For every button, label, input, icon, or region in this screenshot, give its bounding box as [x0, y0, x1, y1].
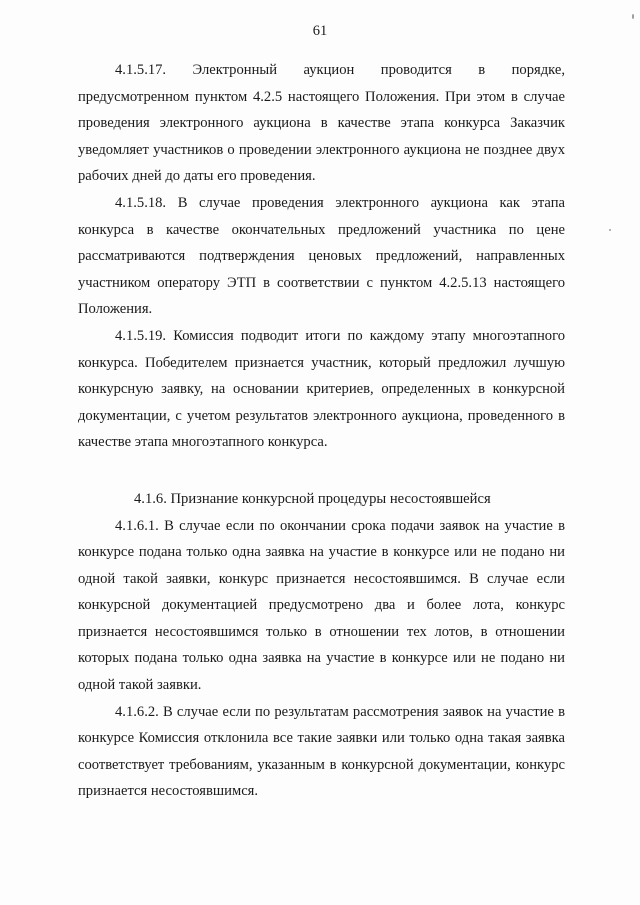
scan-speck: [609, 229, 611, 231]
document-body: [78, 57, 565, 805]
paragraph-4-1-6-2: 4.1.6.2. В случае если по результатам рассмотрения заявок на участие в конкурсе Комиссия отклонила все такие заявки или только одна такая заявка соответствует требованиям, указанным в конкурсной документации, конкурс признается несостоявшимся.: [78, 703, 565, 800]
paragraph-4-1-5-18: 4.1.5.18. В случае проведения электронного аукциона как этапа конкурса в качестве окончательных предложений участника по цене рассматриваются подтверждения ценовых предложений, направленных участником оператору ЭТП в соответствии с пунктом 4.2.5.13 настоящего Положения.: [78, 194, 565, 318]
paragraph-4-1-5-17: 4.1.5.17. Электронный аукцион проводится в порядке, предусмотренном пунктом 4.2.5 настоящего Положения. При этом в случае проведения электронного аукциона в качестве этапа конкурса Заказчик уведомляет участников о проведении электронного аукциона не позднее двух рабочих дней до даты его проведения.: [78, 62, 565, 185]
page-number: 61: [312, 23, 328, 39]
paragraph-4-1-6-1: 4.1.6.1. В случае если по окончании срока подачи заявок на участие в конкурсе подана только одна заявка на участие в конкурсе или не подано ни одной такой заявки, конкурс признается несостоявшимся. В случае если конкурсной документацией предусмотрено два и более лота, конкурс признается несостоявшимся только в отношении тех лотов, в отношении которых подана только одна заявка на участие в конкурсе или не подано ни одной такой заявки.: [78, 517, 565, 694]
section-heading: 4.1.6. Признание конкурсной процедуры несостоявшейся: [134, 490, 491, 507]
paragraph-4-1-5-19: 4.1.5.19. Комиссия подводит итоги по каждому этапу многоэтапного конкурса. Победителем признается участник, который предложил лучшую конкурсную заявку, на основании критериев, определенных в конкурсной документации, с учетом результатов электронного аукциона, проведенного в качестве этапа многоэтапного конкурса.: [78, 327, 565, 451]
scan-speck: [632, 14, 634, 19]
